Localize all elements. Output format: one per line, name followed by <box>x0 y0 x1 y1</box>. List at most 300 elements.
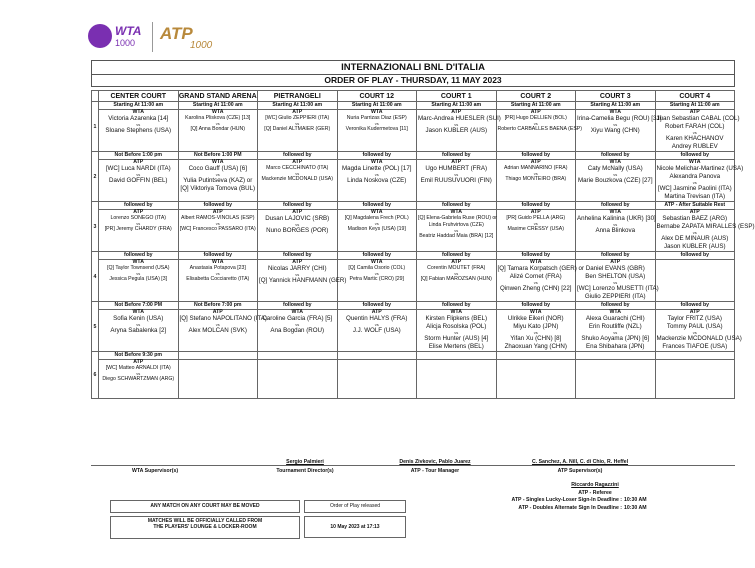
player-name <box>259 365 336 372</box>
versus-label: vs <box>613 172 618 177</box>
player-name: Thiago MONTEIRO (BRA) <box>505 176 567 182</box>
player-name: Jessica Pegula (USA) [3] <box>109 276 168 282</box>
versus-label: vs <box>136 371 141 376</box>
director-name: Sergio Palmieri <box>286 459 324 465</box>
versus-label: vs <box>295 322 300 327</box>
player-name: Ana Bogdan (ROU) <box>270 327 325 334</box>
tour-label: WTA <box>609 159 621 165</box>
match-cell <box>99 310 179 352</box>
start-time: followed by <box>417 152 497 160</box>
start-time: followed by <box>99 252 179 260</box>
doubles-deadline-time: 10:30 AM <box>624 505 647 511</box>
player-name: Elisabetta Cocciaretto (ITA) <box>186 276 250 282</box>
player-name: Magda Linette (POL) [17] <box>342 165 412 172</box>
start-time <box>496 352 576 360</box>
match-cell <box>178 260 258 302</box>
called-notice-line1: MATCHES WILL BE OFFICIALLY CALLED FROM <box>147 518 263 524</box>
tour-label: WTA <box>212 109 224 115</box>
order-of-play-date: ORDER OF PLAY - THURSDAY, 11 MAY 2023 <box>91 75 735 87</box>
versus-label: vs <box>295 121 300 126</box>
player-name: Juan Sebastian CABAL (COL) <box>656 115 740 122</box>
start-time: followed by <box>258 252 338 260</box>
start-time: Starting At 11:00 am <box>576 102 656 110</box>
player-name: Erin Routliffe (NZL) <box>588 323 642 330</box>
player-name: Lorenzo SONEGO (ITA) <box>110 215 167 221</box>
player-name: Alexandra Panova <box>669 173 721 180</box>
start-time <box>178 352 258 360</box>
player-name: [Q] Fabian MAROZSAN (HUN) <box>420 276 492 282</box>
tour-label: ATP <box>451 259 462 265</box>
match-cell <box>496 109 582 152</box>
player-name: [PR] Hugo DELLIEN (BOL) <box>504 115 567 121</box>
logo-divider <box>152 22 153 52</box>
player-name: Marco CECCHINATO (ITA) <box>266 165 329 171</box>
tour-label: ATP <box>689 109 700 115</box>
player-name: [WC] Matteo ARNALDI (ITA) <box>105 365 171 371</box>
title-frame <box>91 60 735 75</box>
start-time: followed by <box>417 302 497 310</box>
time-header-row <box>92 252 735 260</box>
start-time <box>337 352 417 360</box>
wta-logo-sub: 1000 <box>115 38 136 48</box>
player-name: Anna Blinkova <box>595 227 636 234</box>
player-name: Bernabe ZAPATA MIRALLES (ESP) <box>656 223 755 230</box>
start-time: Not Before 7:00 PM <box>99 302 179 310</box>
versus-label: vs <box>374 172 379 177</box>
referee-role: ATP - Referee <box>578 490 612 496</box>
time-header-row <box>92 352 735 360</box>
match-cell <box>99 260 179 302</box>
player-name: Anhelina Kalinina (UKR) [30] <box>577 215 656 222</box>
match-row <box>92 360 735 399</box>
player-name: Marie Bouzkova (CZE) [27] <box>577 177 653 184</box>
tour-label: WTA <box>450 309 462 315</box>
tour-label: WTA <box>371 109 383 115</box>
singles-deadline-label: ATP - Singles Lucky-Loser Sign-In Deadline : <box>511 497 622 503</box>
player-name: Madison Keys (USA) [19] <box>347 226 406 232</box>
player-name: Frances TIAFOE (USA) <box>662 343 728 350</box>
court-header: GRAND STAND ARENA <box>178 92 257 100</box>
row-number: 1 <box>92 102 99 152</box>
start-time: followed by <box>496 202 576 210</box>
player-name <box>339 365 416 372</box>
tour-label: ATP <box>133 359 144 365</box>
versus-label: vs <box>374 121 379 126</box>
versus-label: vs <box>533 330 538 335</box>
start-time: Starting At 11:00 am <box>655 102 735 110</box>
tour-label: ATP <box>530 209 541 215</box>
player-name: Nuno BORGES (POR) <box>266 227 329 234</box>
start-time: followed by <box>337 302 417 310</box>
match-cell <box>99 160 179 202</box>
wta-supervisor-label: WTA Supervisor(s) <box>131 468 179 474</box>
start-time: followed by <box>576 252 656 260</box>
atp-logo-text: ATP <box>160 24 193 43</box>
court-header: CENTER COURT <box>99 91 179 102</box>
versus-label: vs <box>533 171 538 176</box>
versus-label: vs <box>215 172 220 177</box>
start-time: followed by <box>576 202 656 210</box>
match-row <box>92 110 735 152</box>
start-time: followed by <box>496 252 576 260</box>
player-name: Emil RUUSUVUORI (FIN) <box>420 177 492 184</box>
player-name <box>498 365 575 372</box>
match-cell <box>258 110 338 152</box>
row-number: 5 <box>92 302 99 352</box>
tour-label: ATP <box>689 309 700 315</box>
versus-label: vs <box>613 122 618 127</box>
player-name <box>259 372 336 379</box>
player-name: Corentin MOUTET (FRA) <box>427 265 486 271</box>
start-time: followed by <box>258 302 338 310</box>
player-name: [WC] Lorenzo MUSETTI (ITA) <box>577 285 659 292</box>
player-name: Alicja Rosolska (POL) <box>426 323 487 330</box>
match-cell <box>655 159 744 202</box>
wta-logo-text: WTA <box>115 24 142 38</box>
director-role: Tournament Director(s) <box>276 468 334 474</box>
player-name: [Q] Viktoriya Tomova (BUL) <box>180 185 256 192</box>
player-name: Alex DE MINAUR (AUS) <box>661 235 729 242</box>
player-name: [PR] Guido PELLA (ARG) <box>506 215 566 221</box>
versus-label: vs <box>692 130 697 135</box>
court-header: COURT 1 <box>417 91 497 102</box>
start-time: followed by <box>258 202 338 210</box>
player-name: [Q] Taylor Townsend (USA) <box>107 265 170 271</box>
versus-label: vs <box>692 230 697 235</box>
row-number: 3 <box>92 202 99 252</box>
player-name: [Q] Elena-Gabriela Ruse (ROU) or <box>418 215 497 221</box>
versus-label: vs <box>613 330 618 335</box>
player-name: Sloane Stephens (USA) <box>105 127 172 134</box>
player-name: [Q] Stefano NAPOLITANO (ITA) <box>179 315 267 322</box>
tour-label: WTA <box>609 109 621 115</box>
match-cell <box>417 109 501 152</box>
start-time: followed by <box>178 202 258 210</box>
tour-label: WTA <box>132 259 144 265</box>
start-time: followed by <box>258 152 338 160</box>
schedule-body <box>92 102 755 399</box>
match-cell <box>337 210 417 252</box>
player-name: Alex MOLCAN (SVK) <box>188 327 247 334</box>
match-row <box>92 210 735 252</box>
player-name: Elise Mertens (BEL) <box>428 343 484 350</box>
tour-label: WTA <box>371 259 383 265</box>
versus-label: vs <box>454 228 459 233</box>
corner-cell <box>92 91 99 102</box>
player-name: J.J. WOLF (USA) <box>352 327 401 334</box>
player-name <box>498 372 575 379</box>
versus-label: vs <box>613 280 618 285</box>
start-time: followed by <box>655 152 735 160</box>
player-name: Miyu Kato (JPN) <box>513 323 559 330</box>
tour-label: WTA <box>689 159 701 165</box>
tour-label: WTA <box>212 259 224 265</box>
versus-label: vs <box>295 272 300 277</box>
versus-label: vs <box>136 221 141 226</box>
atp-supervisor-role: ATP Supervisor(s) <box>557 468 603 474</box>
player-name: [WC] Giulio ZEPPIERI (ITA) <box>265 115 330 121</box>
match-row <box>92 160 735 202</box>
versus-label: vs <box>454 330 459 335</box>
court-header: COURT 12 <box>337 91 417 102</box>
match-cell <box>337 260 417 302</box>
atp-logo-sub: 1000 <box>190 40 213 51</box>
versus-label: vs <box>533 121 538 126</box>
match-cell <box>417 160 497 202</box>
court-header: COURT 3 <box>576 91 656 102</box>
match-cell <box>496 259 585 302</box>
tour-label: ATP <box>371 309 382 315</box>
tour-label: WTA <box>530 259 542 265</box>
player-name: Ugo HUMBERT (FRA) <box>425 165 488 172</box>
match-cell <box>576 210 656 252</box>
player-name: Veronika Kudermetova [11] <box>345 126 408 132</box>
match-row <box>92 310 735 352</box>
player-name: Xiyu Wang (CHN) <box>590 127 640 134</box>
start-time: Starting At 11:00 am <box>178 102 258 110</box>
player-name <box>657 272 734 279</box>
tour-label: WTA <box>291 309 303 315</box>
tour-label: ATP <box>530 159 541 165</box>
player-name: Beatriz Haddad Maia (BRA) [12] <box>419 233 494 239</box>
versus-label: vs <box>136 271 141 276</box>
match-cell <box>576 360 656 399</box>
player-name: [Q] Tamara Korpatsch (GER) or <box>497 265 585 272</box>
versus-label: vs <box>295 222 300 227</box>
versus-label: vs <box>215 121 220 126</box>
match-cell <box>576 109 662 152</box>
player-name: Maxime CRESSY (USA) <box>507 226 564 232</box>
match-cell <box>178 360 258 399</box>
match-cell <box>178 309 267 352</box>
time-header-row <box>92 302 735 310</box>
match-cell <box>496 160 576 202</box>
order-of-play <box>91 60 755 399</box>
player-name: Robert FARAH (COL) <box>665 123 725 130</box>
tour-label: ATP <box>292 209 303 215</box>
versus-label: vs <box>215 322 220 327</box>
versus-label: vs <box>533 221 538 226</box>
tour-label: WTA <box>371 209 383 215</box>
player-name: Taylor FRITZ (USA) <box>667 315 722 322</box>
referee-name: Riccardo Ragazzini <box>571 482 619 488</box>
released-time: 10 May 2023 at 17:13 <box>304 516 406 538</box>
tour-label: WTA <box>212 159 224 165</box>
versus-label: vs <box>215 221 220 226</box>
player-name: Martina Trevisan (ITA) <box>664 193 726 200</box>
match-cell <box>337 360 417 399</box>
match-cell <box>417 360 497 399</box>
player-name: Zhaoxuan Yang (CHN) <box>504 343 567 350</box>
start-time <box>655 352 735 360</box>
player-name: [WC] Francesco PASSARO (ITA) <box>179 226 256 232</box>
player-name: Nicole Melichar-Martinez (USA) <box>656 165 744 172</box>
court-header: COURT 2 <box>496 91 576 102</box>
tour-label: WTA <box>132 309 144 315</box>
player-name: Irina-Camelia Begu (ROU) [31] <box>577 115 662 122</box>
player-name: Nicolas JARRY (CHI) <box>267 265 327 272</box>
tour-label: ATP <box>133 209 144 215</box>
versus-label: vs <box>374 271 379 276</box>
match-cell <box>337 110 417 152</box>
court-header-row <box>92 91 735 102</box>
player-name: Caroline Garcia (FRA) [5] <box>262 315 333 322</box>
player-name: [Q] Camila Osorio (COL) <box>348 265 406 271</box>
tour-label: WTA <box>450 209 462 215</box>
released-label: Order of Play released <box>304 500 406 513</box>
player-name: Ulrikke Eikeri (NOR) <box>507 315 564 322</box>
match-cell <box>258 360 338 399</box>
player-name: Shuko Aoyama (JPN) [6] <box>581 335 650 342</box>
player-name: Caty McNally (USA) <box>587 165 643 172</box>
player-name: Aryna Sabalenka [2] <box>110 327 167 334</box>
versus-label: vs <box>454 122 459 127</box>
match-cell <box>258 160 338 202</box>
player-name: Nuria Parrizas Diaz (ESP) <box>346 115 407 121</box>
player-name: [WC] Jasmine Paolini (ITA) <box>657 185 732 192</box>
tour-label: ATP <box>689 209 700 215</box>
start-time: Not Before 1:00 pm <box>99 152 179 160</box>
start-time: followed by <box>178 252 258 260</box>
start-time: Starting At 11:00 am <box>337 102 417 110</box>
versus-label: vs <box>374 221 379 226</box>
start-time: Not Before 9:30 pm <box>99 352 179 360</box>
player-name: Jason KUBLER (AUS) <box>425 127 488 134</box>
player-name: Alexa Guarachi (CHI) <box>585 315 645 322</box>
atp-supervisor-names: C. Sanchez, A. Nill, C. di Chio, R. Heffel <box>531 459 629 465</box>
start-time <box>417 352 497 360</box>
time-header-row <box>92 102 735 110</box>
tour-label: ATP <box>451 109 462 115</box>
tour-label: ATP <box>451 159 462 165</box>
player-name: Linda Fruhvirtova (CZE) <box>428 222 484 228</box>
tour-label: ATP <box>292 159 303 165</box>
match-cell <box>178 110 258 152</box>
player-name: Giulio ZEPPIERI (ITA) <box>584 293 646 300</box>
doubles-deadline-label: ATP - Doubles Alternate Sign In Deadline : <box>518 505 622 511</box>
called-notice-line2: THE PLAYERS' LOUNGE & LOCKER-ROOM <box>153 524 257 530</box>
tour-label: ATP <box>212 209 223 215</box>
match-cell <box>496 310 576 352</box>
player-name <box>657 365 734 372</box>
player-name: Ben SHELTON (USA) <box>585 273 646 280</box>
atp-manager-role: ATP - Tour Manager <box>410 468 460 474</box>
start-time: followed by <box>417 252 497 260</box>
match-cell <box>655 360 735 399</box>
player-name: Alizé Cornet (FRA) <box>509 273 562 280</box>
start-time: Not Before 7:00 pm <box>178 302 258 310</box>
match-cell <box>496 210 576 252</box>
tour-label: WTA <box>530 309 542 315</box>
match-cell <box>576 160 656 202</box>
player-name <box>657 372 734 379</box>
player-name: [Q] Anna Bondar (HUN) <box>190 126 245 132</box>
player-name: Roberto CARBALLES BAENA (ESP) <box>497 126 582 132</box>
wta-logo-icon <box>88 24 112 48</box>
player-name: Kirsten Flipkens (BEL) <box>425 315 488 322</box>
player-name <box>418 365 495 372</box>
moved-notice: ANY MATCH ON ANY COURT MAY BE MOVED <box>110 500 300 513</box>
player-name: Daniel EVANS (GBR) <box>585 265 645 272</box>
start-time: followed by <box>655 252 735 260</box>
player-name: [Q] Yannick HANFMANN (GER) <box>259 277 347 284</box>
player-name <box>418 372 495 379</box>
start-time: followed by <box>655 302 735 310</box>
match-cell <box>337 160 417 202</box>
player-name: Coco Gauff (USA) [6] <box>188 165 247 172</box>
row-number: 2 <box>92 152 99 202</box>
match-cell <box>258 310 338 352</box>
start-time: followed by <box>337 202 417 210</box>
player-name: Yifan Xu (CHN) [8] <box>510 335 562 342</box>
player-name: [Q] Magdalena Frech (POL) <box>344 215 409 221</box>
tour-label: ATP <box>212 309 223 315</box>
player-name <box>577 365 654 372</box>
match-cell <box>655 309 742 352</box>
singles-deadline-time: 10:30 AM <box>624 497 647 503</box>
start-time: ATP - After Suitable Rest <box>655 202 735 210</box>
tour-label: ATP <box>530 109 541 115</box>
match-cell <box>258 259 347 302</box>
start-time: Starting At 11:00 am <box>496 102 576 110</box>
start-time: Starting At 11:00 am <box>258 102 338 110</box>
match-cell <box>99 110 179 152</box>
tour-label: ATP <box>292 259 303 265</box>
schedule-table <box>91 90 755 399</box>
match-row <box>92 260 735 302</box>
start-time <box>576 352 656 360</box>
match-cell <box>178 210 258 252</box>
start-time: followed by <box>576 152 656 160</box>
time-header-row <box>92 202 735 210</box>
match-cell <box>576 310 656 352</box>
player-name: Sofia Kenin (USA) <box>113 315 164 322</box>
player-name: [WC] Luca NARDI (ITA) <box>105 165 171 172</box>
start-time: followed by <box>99 202 179 210</box>
court-header: PIETRANGELI <box>258 91 338 102</box>
player-name: Petra Martic (CRO) [29] <box>349 276 404 282</box>
versus-label: vs <box>136 322 141 327</box>
start-time: followed by <box>337 152 417 160</box>
versus-label: vs <box>136 122 141 127</box>
versus-label: vs <box>374 322 379 327</box>
versus-label: vs <box>454 271 459 276</box>
start-time: followed by <box>496 152 576 160</box>
versus-label: vs <box>692 330 697 335</box>
court-header: COURT 4 <box>655 91 735 102</box>
start-time: Starting At 11:00 am <box>417 102 497 110</box>
atp-manager-names: Denis Zivkovic, Pablo Juarez <box>399 459 471 465</box>
match-cell <box>417 310 497 352</box>
player-name <box>577 372 654 379</box>
player-name <box>339 372 416 379</box>
row-number: 4 <box>92 252 99 302</box>
player-name <box>180 365 257 372</box>
player-name: Storm Hunter (AUS) [4] <box>424 335 489 342</box>
player-name: Tommy PAUL (USA) <box>666 323 723 330</box>
start-time: followed by <box>417 202 497 210</box>
player-name: David GOFFIN (BEL) <box>109 177 168 184</box>
versus-label: vs <box>613 222 618 227</box>
match-cell <box>417 210 497 252</box>
player-name: Mackenzie MCDONALD (USA) <box>261 176 333 182</box>
match-cell <box>655 109 740 152</box>
player-name: Diego SCHWARTZMAN (ARG) <box>102 376 175 382</box>
player-name: Karen KHACHANOV <box>666 135 724 142</box>
match-cell <box>99 210 179 252</box>
match-cell <box>99 360 179 399</box>
start-time: followed by <box>576 302 656 310</box>
